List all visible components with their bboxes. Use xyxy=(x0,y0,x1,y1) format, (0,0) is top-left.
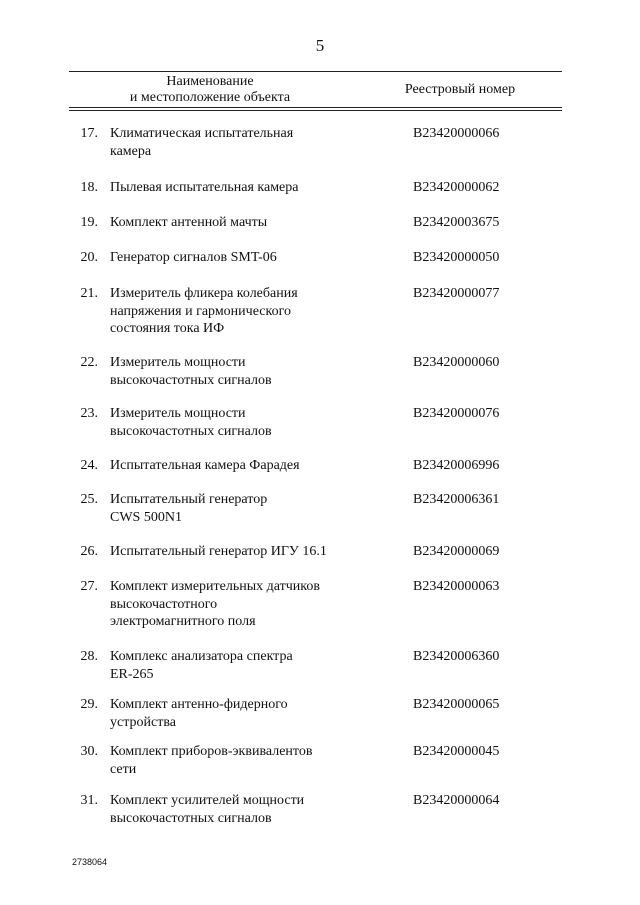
row-register: В23420000063 xyxy=(413,579,500,594)
row-number: 31. xyxy=(80,793,98,808)
row-name: Комплект измерительных датчиков высокочастотного электромагнитного поля xyxy=(110,579,320,629)
row-register: В23420000050 xyxy=(413,250,500,265)
row-register: В23420006361 xyxy=(413,492,500,507)
row-name: Испытательный генератор ИГУ 16.1 xyxy=(110,544,327,559)
header-name-line1: Наименование xyxy=(166,74,254,89)
row-name: Испытательная камера Фарадея xyxy=(110,458,300,473)
row-register: В23420000077 xyxy=(413,286,500,301)
row-register: В23420000066 xyxy=(413,126,500,141)
row-register: В23420000076 xyxy=(413,406,500,421)
row-number: 25. xyxy=(80,492,98,507)
row-register: В23420006360 xyxy=(413,649,500,664)
row-number: 24. xyxy=(80,458,98,473)
row-register: В23420006996 xyxy=(413,458,500,473)
row-name: Комплект антенно-фидерного устройства xyxy=(110,697,288,730)
row-number: 22. xyxy=(80,355,98,370)
row-number: 26. xyxy=(80,544,98,559)
row-number: 20. xyxy=(80,250,98,265)
page-number: 5 xyxy=(315,36,325,55)
row-number: 21. xyxy=(80,286,98,301)
row-number: 19. xyxy=(80,215,98,230)
row-number: 29. xyxy=(80,697,98,712)
row-name: Комплект антенной мачты xyxy=(110,215,268,230)
row-name: Комплект приборов-эквивалентов сети xyxy=(110,744,313,777)
row-register: В23420000064 xyxy=(413,793,500,808)
row-number: 28. xyxy=(80,649,98,664)
row-name: Комплекс анализатора спектра ER-265 xyxy=(110,649,293,682)
footer-document-code: 2738064 xyxy=(72,857,108,867)
row-name: Измеритель мощности высокочастотных сигналов xyxy=(110,406,272,439)
row-number: 17. xyxy=(80,126,98,141)
table-header-register: Реестровый номер xyxy=(404,82,516,97)
row-register: В23420000065 xyxy=(413,697,500,712)
row-name: Измеритель мощности высокочастотных сигналов xyxy=(110,355,272,388)
row-register: В23420003675 xyxy=(413,215,500,230)
row-register: В23420000062 xyxy=(413,180,500,195)
row-name: Измеритель фликера колебания напряжения и гармонического состояния тока ИФ xyxy=(110,286,298,336)
row-number: 30. xyxy=(80,744,98,759)
row-name: Пылевая испытательная камера xyxy=(110,180,299,195)
row-register: В23420000045 xyxy=(413,744,500,759)
row-number: 23. xyxy=(80,406,98,421)
row-name: Испытательный генератор CWS 500N1 xyxy=(110,492,268,525)
row-number: 18. xyxy=(80,180,98,195)
row-number: 27. xyxy=(80,579,98,594)
row-register: В23420000060 xyxy=(413,355,500,370)
row-name: Генератор сигналов SMT-06 xyxy=(110,250,277,265)
header-name-line2: и местоположение объекта xyxy=(129,90,291,105)
row-register: В23420000069 xyxy=(413,544,500,559)
row-name: Климатическая испытательная камера xyxy=(110,126,294,159)
row-name: Комплект усилителей мощности высокочастотных сигналов xyxy=(110,793,305,826)
